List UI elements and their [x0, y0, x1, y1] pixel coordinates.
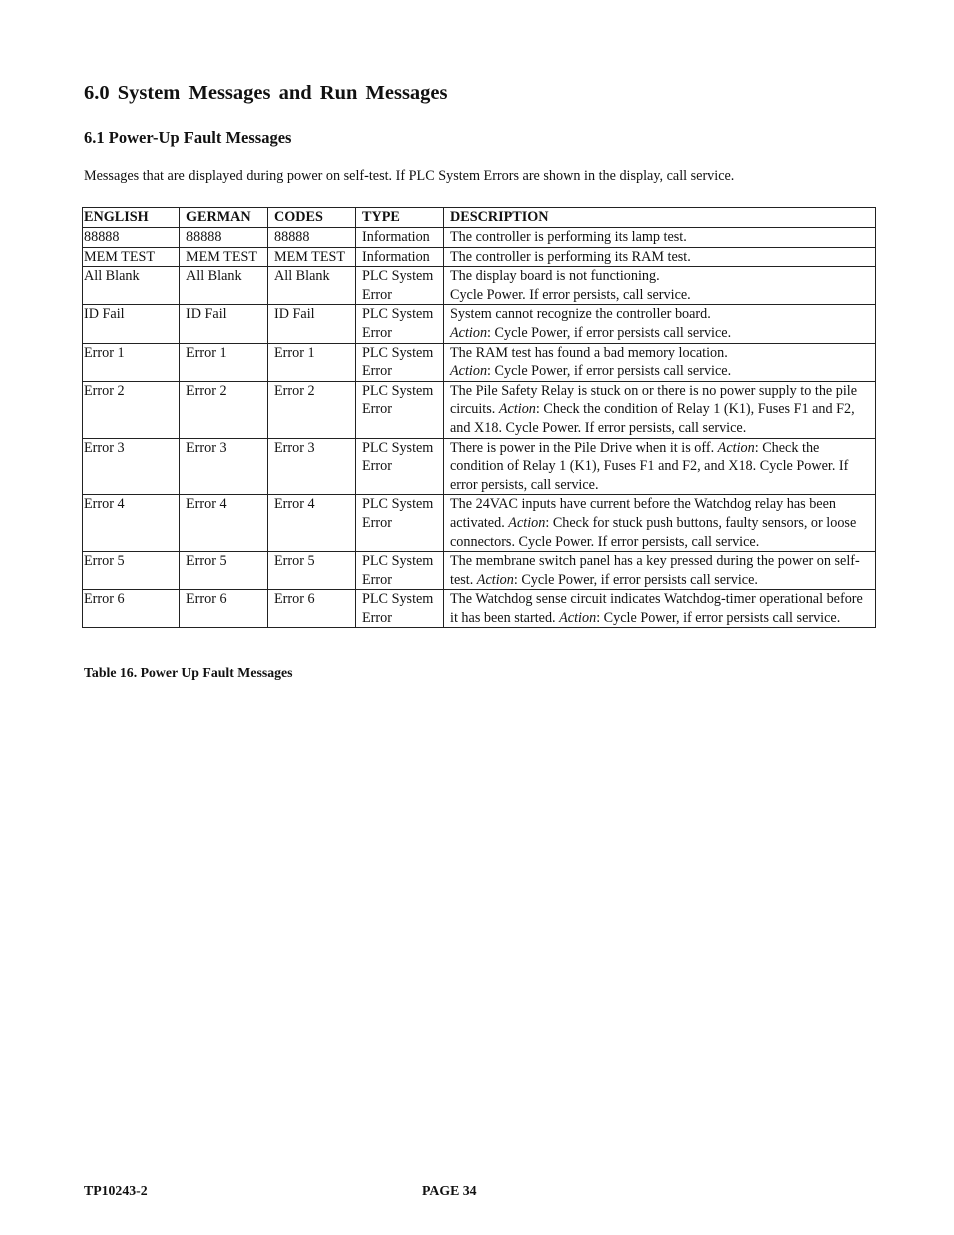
cell-codes: Error 2: [268, 381, 356, 438]
cell-description: [444, 495, 876, 552]
cell-codes: All Blank: [268, 267, 356, 305]
cell-type: PLC System Error: [356, 438, 444, 495]
cell-type: PLC System Error: [356, 495, 444, 552]
cell-german: Error 2: [180, 381, 268, 438]
description-text: There is power in the Pile Drive when it is off.: [450, 439, 718, 456]
description-text: : Check for stuck push buttons, faulty sensors, or loose connectors. Cycle Power. If error persists, call service.: [450, 514, 857, 550]
cell-english: Error 4: [83, 495, 180, 552]
action-label: Action: [717, 439, 755, 456]
cell-german: MEM TEST: [180, 247, 268, 267]
cell-type: Information: [356, 228, 444, 248]
cell-german: All Blank: [180, 267, 268, 305]
cell-english: Error 6: [83, 590, 180, 628]
table-row: [83, 267, 876, 305]
cell-german: Error 3: [180, 438, 268, 495]
cell-type: PLC System Error: [356, 381, 444, 438]
header-english: ENGLISH: [83, 208, 180, 228]
cell-codes: Error 4: [268, 495, 356, 552]
header-description: DESCRIPTION: [444, 208, 876, 228]
cell-english: All Blank: [83, 267, 180, 305]
cell-description: [444, 590, 876, 628]
description-text: The 24VAC inputs have current before the Watchdog relay has been activated.: [450, 496, 836, 531]
section-heading: 6.0 System Messages and Run Messages: [84, 82, 448, 104]
action-label: Action: [450, 363, 488, 380]
table-caption: Table 16. Power Up Fault Messages: [84, 665, 293, 680]
cell-description: [444, 343, 876, 381]
cell-german: Error 4: [180, 495, 268, 552]
cell-english: MEM TEST: [83, 247, 180, 267]
table-row: [83, 438, 876, 495]
table-row: [83, 495, 876, 552]
description-text: The controller is performing its RAM test.: [450, 248, 691, 265]
table-row: [83, 343, 876, 381]
description-text: The controller is performing its lamp test.: [450, 229, 687, 245]
cell-german: Error 6: [180, 590, 268, 628]
description-text: System cannot recognize the controller board.: [450, 306, 711, 323]
cell-type: PLC System Error: [356, 590, 444, 628]
cell-codes: MEM TEST: [268, 247, 356, 267]
description-text: The membrane switch panel has a key pressed during the power on self-test.: [450, 553, 860, 588]
cell-codes: ID Fail: [268, 305, 356, 343]
cell-english: Error 3: [83, 438, 180, 495]
action-label: Action: [559, 609, 597, 626]
description-text: : Check the condition of Relay 1 (K1), Fuses F1 and F2, and X18. Cycle Power. If error persists, call service.: [450, 439, 849, 493]
cell-description: [444, 228, 876, 248]
cell-codes: Error 6: [268, 590, 356, 628]
footer-page-number: PAGE 34: [422, 1183, 477, 1198]
cell-codes: 88888: [268, 228, 356, 248]
table-row: [83, 247, 876, 267]
cell-description: [444, 305, 876, 343]
description-text: : Cycle Power, if error persists call service.: [513, 571, 758, 588]
action-label: Action: [498, 401, 536, 418]
header-type: TYPE: [356, 208, 444, 228]
cell-type: Information: [356, 247, 444, 267]
description-text: The Pile Safety Relay is stuck on or there is no power supply to the pile circuits.: [450, 382, 858, 418]
cell-english: 88888: [83, 228, 180, 248]
cell-description: [444, 552, 876, 590]
action-label: Action: [450, 324, 488, 341]
cell-type: PLC System Error: [356, 305, 444, 343]
table-header-row: [83, 208, 876, 228]
action-label: Action: [508, 514, 546, 531]
cell-english: Error 2: [83, 381, 180, 438]
cell-english: Error 1: [83, 343, 180, 381]
table-row: [83, 305, 876, 343]
header-codes: CODES: [268, 208, 356, 228]
table-body: [83, 228, 876, 628]
cell-type: PLC System Error: [356, 267, 444, 305]
subsection-heading: 6.1 Power-Up Fault Messages: [84, 128, 292, 147]
footer-doc-id: TP10243-2: [84, 1183, 148, 1198]
cell-description: [444, 247, 876, 267]
cell-codes: Error 3: [268, 438, 356, 495]
table-row: [83, 381, 876, 438]
cell-german: Error 1: [180, 343, 268, 381]
cell-description: [444, 381, 876, 438]
header-german: GERMAN: [180, 208, 268, 228]
description-text: : Cycle Power, if error persists call service.: [596, 609, 841, 626]
description-text: The RAM test has found a bad memory location.: [450, 344, 728, 361]
cell-codes: Error 1: [268, 343, 356, 381]
description-text: The display board is not functioning.: [450, 268, 660, 285]
intro-paragraph: Messages that are displayed during power on self-test. If PLC System Errors are shown in the display, call service.: [84, 168, 735, 184]
cell-german: ID Fail: [180, 305, 268, 343]
cell-type: PLC System Error: [356, 552, 444, 590]
action-label: Action: [476, 571, 514, 588]
description-text: : Check the condition of Relay 1 (K1), Fuses F1 and F2, and X18. Cycle Power. If error persists, call service.: [450, 401, 855, 436]
cell-description: [444, 267, 876, 305]
cell-german: 88888: [180, 228, 268, 248]
description-text: The Watchdog sense circuit indicates Watchdog-timer operational before it has been started.: [450, 591, 863, 626]
table-row: [83, 590, 876, 628]
cell-type: PLC System Error: [356, 343, 444, 381]
cell-description: [444, 438, 876, 495]
description-text: Cycle Power. If error persists, call service.: [450, 286, 691, 303]
cell-english: Error 5: [83, 552, 180, 590]
table-row: [83, 228, 876, 248]
description-text: : Cycle Power, if error persists call service.: [487, 324, 732, 341]
cell-german: Error 5: [180, 552, 268, 590]
fault-messages-table: [82, 207, 876, 628]
cell-codes: Error 5: [268, 552, 356, 590]
description-text: : Cycle Power, if error persists call service.: [487, 363, 732, 380]
table-row: [83, 552, 876, 590]
cell-english: ID Fail: [83, 305, 180, 343]
